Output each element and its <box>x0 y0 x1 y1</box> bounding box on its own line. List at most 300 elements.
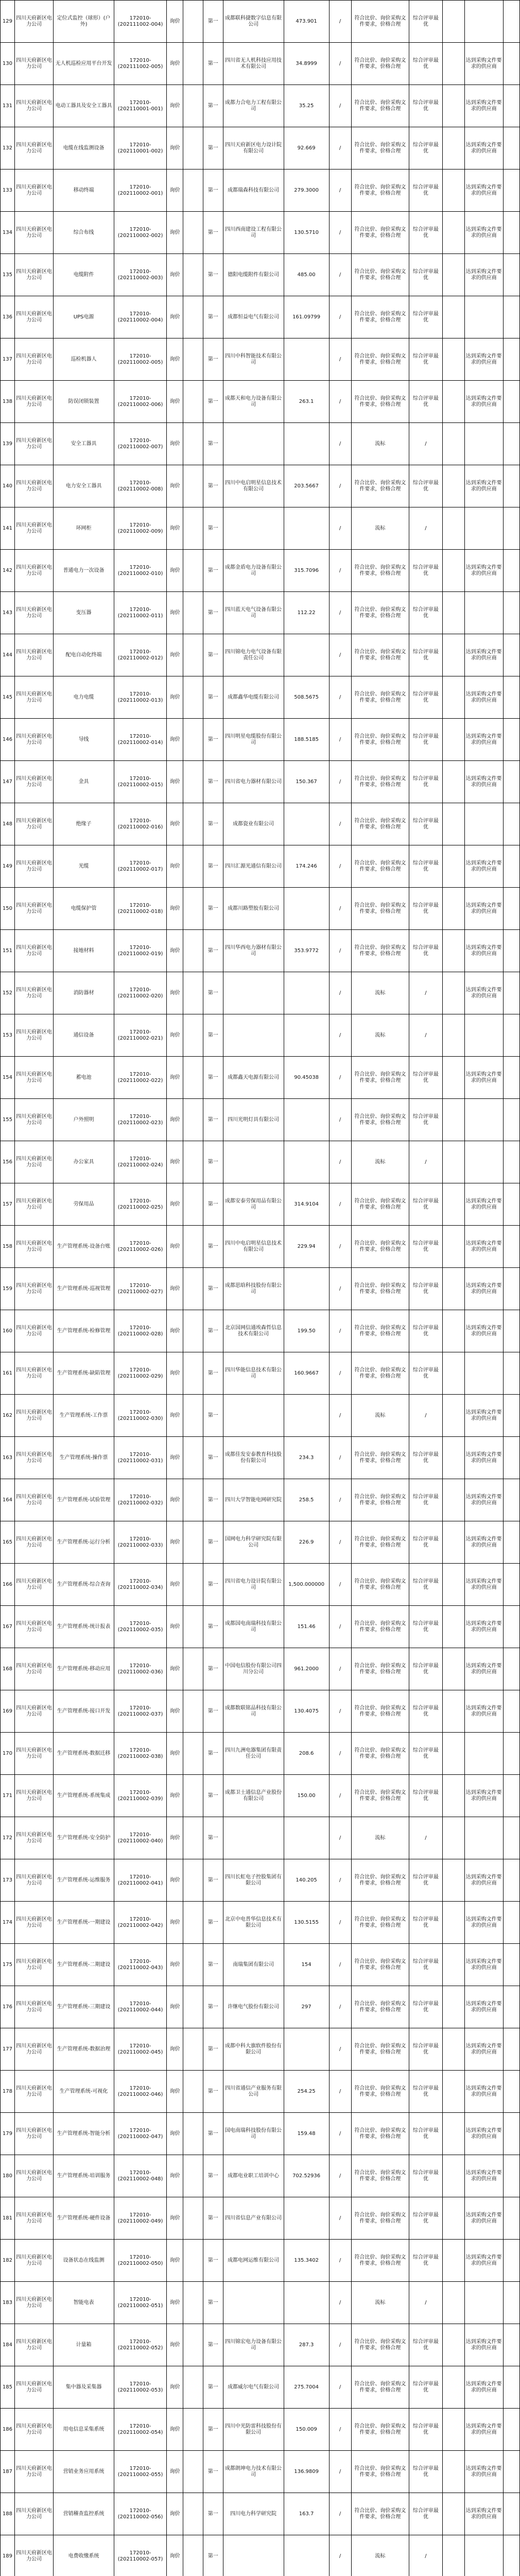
empty-cell <box>503 2535 519 2576</box>
cell-note: 达到采购文件要求的供应商 <box>464 465 503 507</box>
cell-note <box>464 1 503 43</box>
table-row <box>1 2071 520 2113</box>
empty-cell <box>442 719 464 761</box>
cell-unit: 四川天府新区电力公司 <box>14 1141 53 1183</box>
cell-method: 询价 <box>167 1310 183 1352</box>
cell-method: 询价 <box>167 2197 183 2240</box>
cell-pkg: 第一 <box>203 127 223 170</box>
cell-pkg: 第一 <box>203 1733 223 1775</box>
cell-pkg: 第一 <box>203 1352 223 1395</box>
cell-method: 询价 <box>167 2535 183 2576</box>
cell-discount: / <box>329 1310 351 1352</box>
cell-price: 130.5710 <box>284 212 329 254</box>
cell-code: 172010-(202110002-044) <box>114 1986 167 2028</box>
empty-cell <box>183 2240 203 2282</box>
cell-discount: / <box>329 2155 351 2197</box>
cell-content: 综合评审最优 <box>409 1733 442 1775</box>
cell-pkg: 第一 <box>203 719 223 761</box>
cell-note: 达到采购文件要求的供应商 <box>464 2155 503 2197</box>
cell-winner: 成都中科大旗软件股份有限公司 <box>223 2028 284 2071</box>
table-row <box>1 930 520 972</box>
empty-cell <box>442 381 464 423</box>
cell-item: 生产管理系统-数据迁移 <box>54 1733 114 1775</box>
cell-item: 营销业务应用系统 <box>54 2451 114 2493</box>
cell-no: 142 <box>1 550 15 592</box>
cell-winner: 四川省无人机科技应用技术有限公司 <box>223 43 284 85</box>
cell-code: 172010-(202111002-004) <box>114 1 167 43</box>
cell-no: 146 <box>1 719 15 761</box>
cell-basis: 符合比价、询价采购文件要求，价格合理 <box>351 592 409 634</box>
cell-basis: 符合比价、询价采购文件要求，价格合理 <box>351 634 409 676</box>
empty-cell <box>183 1183 203 1226</box>
cell-note: 达到采购文件要求的供应商 <box>464 2071 503 2113</box>
cell-pkg: 第一 <box>203 2451 223 2493</box>
cell-unit: 四川天府新区电力公司 <box>14 1648 53 1690</box>
cell-content: 综合评审最优 <box>409 2366 442 2409</box>
cell-method: 询价 <box>167 719 183 761</box>
cell-discount: / <box>329 2071 351 2113</box>
empty-cell <box>442 1352 464 1395</box>
cell-content: 综合评审最优 <box>409 1944 442 1986</box>
cell-pkg: 第一 <box>203 2113 223 2155</box>
cell-unit: 四川天府新区电力公司 <box>14 1310 53 1352</box>
cell-discount: / <box>329 676 351 719</box>
cell-unit: 四川天府新区电力公司 <box>14 1099 53 1141</box>
cell-no: 188 <box>1 2493 15 2535</box>
empty-cell <box>183 1057 203 1099</box>
cell-unit: 四川天府新区电力公司 <box>14 2451 53 2493</box>
cell-content: 综合评审最优 <box>409 254 442 296</box>
cell-basis: 符合比价、询价采购文件要求，价格合理 <box>351 465 409 507</box>
cell-pkg: 第一 <box>203 2240 223 2282</box>
cell-discount: / <box>329 1183 351 1226</box>
cell-winner: 四川锦电力电气设备有限责任公司 <box>223 634 284 676</box>
cell-pkg: 第一 <box>203 254 223 296</box>
empty-cell <box>183 1606 203 1648</box>
table-row <box>1 2366 520 2409</box>
table-row <box>1 1014 520 1057</box>
cell-winner: 成都力合电力工程有限公司 <box>223 85 284 127</box>
empty-cell <box>183 1690 203 1733</box>
cell-basis: 符合比价、询价采购文件要求，价格合理 <box>351 2493 409 2535</box>
cell-code: 172010-(202110002-022) <box>114 1057 167 1099</box>
cell-no: 183 <box>1 2282 15 2324</box>
cell-basis: 符合比价、询价采购文件要求，价格合理 <box>351 1479 409 1521</box>
empty-cell <box>503 2028 519 2071</box>
cell-item: 生产管理系统-三期建设 <box>54 1986 114 2028</box>
cell-unit: 四川天府新区电力公司 <box>14 2324 53 2366</box>
cell-no: 134 <box>1 212 15 254</box>
cell-content: 综合评审最优 <box>409 1437 442 1479</box>
empty-cell <box>442 634 464 676</box>
empty-cell <box>442 1733 464 1775</box>
cell-price: 90.45038 <box>284 1057 329 1099</box>
cell-discount: / <box>329 1014 351 1057</box>
cell-code: 172010-(202110002-008) <box>114 465 167 507</box>
empty-cell <box>183 170 203 212</box>
empty-cell <box>442 465 464 507</box>
empty-cell <box>503 2282 519 2324</box>
cell-unit: 四川天府新区电力公司 <box>14 1057 53 1099</box>
cell-discount: / <box>329 888 351 930</box>
cell-pkg: 第一 <box>203 972 223 1014</box>
empty-cell <box>503 2155 519 2197</box>
cell-price <box>284 1817 329 1859</box>
cell-method: 询价 <box>167 1141 183 1183</box>
cell-discount: / <box>329 423 351 465</box>
empty-cell <box>442 845 464 888</box>
table-row <box>1 1859 520 1902</box>
cell-discount: / <box>329 845 351 888</box>
cell-item: 计量箱 <box>54 2324 114 2366</box>
cell-unit: 四川天府新区电力公司 <box>14 972 53 1014</box>
empty-cell <box>183 2366 203 2409</box>
cell-price <box>284 2028 329 2071</box>
cell-no: 166 <box>1 1564 15 1606</box>
table-row <box>1 2155 520 2197</box>
cell-content: 综合评审最优 <box>409 1775 442 1817</box>
cell-no: 157 <box>1 1183 15 1226</box>
cell-method: 询价 <box>167 43 183 85</box>
empty-cell <box>503 761 519 803</box>
cell-note: 达到采购文件要求的供应商 <box>464 338 503 381</box>
empty-cell <box>183 761 203 803</box>
cell-basis: 符合比价、询价采购文件要求，价格合理 <box>351 1226 409 1268</box>
empty-cell <box>442 803 464 845</box>
cell-winner: 四川明星电缆股份有限公司 <box>223 719 284 761</box>
table-row <box>1 845 520 888</box>
empty-cell <box>503 1310 519 1352</box>
cell-unit: 四川天府新区电力公司 <box>14 803 53 845</box>
cell-item: 生产管理系统-操作票 <box>54 1437 114 1479</box>
cell-basis: 符合比价、询价采购文件要求，价格合理 <box>351 381 409 423</box>
table-row <box>1 1564 520 1606</box>
cell-winner: 四川中科智能技术有限公司 <box>223 338 284 381</box>
cell-unit: 四川天府新区电力公司 <box>14 2155 53 2197</box>
empty-cell <box>442 2409 464 2451</box>
cell-item: 生产管理系统-接口开发 <box>54 1690 114 1733</box>
empty-cell <box>442 1057 464 1099</box>
cell-note <box>464 2535 503 2576</box>
cell-price: 150.00 <box>284 1775 329 1817</box>
cell-price <box>284 803 329 845</box>
empty-cell <box>442 972 464 1014</box>
cell-winner: 四川华能信息技术有限公司 <box>223 1352 284 1395</box>
cell-discount: / <box>329 1479 351 1521</box>
empty-cell <box>183 381 203 423</box>
cell-winner <box>223 1141 284 1183</box>
cell-code: 172010-(202110002-028) <box>114 1310 167 1352</box>
cell-discount: / <box>329 43 351 85</box>
cell-discount: / <box>329 1606 351 1648</box>
cell-discount: / <box>329 1352 351 1395</box>
cell-note: 达到采购文件要求的供应商 <box>464 2324 503 2366</box>
cell-winner: 四川华西电力器材有限公司 <box>223 930 284 972</box>
cell-method: 询价 <box>167 1986 183 2028</box>
cell-winner: 中国电信股份有限公司四川分公司 <box>223 1648 284 1690</box>
empty-cell <box>503 423 519 465</box>
cell-pkg: 第一 <box>203 2155 223 2197</box>
cell-discount: / <box>329 2240 351 2282</box>
cell-note: 达到采购文件要求的供应商 <box>464 2409 503 2451</box>
cell-unit: 四川天府新区电力公司 <box>14 1564 53 1606</box>
cell-unit: 四川天府新区电力公司 <box>14 1606 53 1648</box>
cell-pkg: 第一 <box>203 1817 223 1859</box>
cell-content: 综合评审最优 <box>409 634 442 676</box>
cell-item: UPS电源 <box>54 296 114 338</box>
cell-item: 电力安全工器具 <box>54 465 114 507</box>
cell-code: 172010-(202110002-021) <box>114 1014 167 1057</box>
cell-content: / <box>409 1014 442 1057</box>
cell-discount: / <box>329 930 351 972</box>
empty-cell <box>503 634 519 676</box>
cell-no: 177 <box>1 2028 15 2071</box>
cell-code: 172010-(202110002-050) <box>114 2240 167 2282</box>
empty-cell <box>503 1226 519 1268</box>
cell-price: 151.46 <box>284 1606 329 1648</box>
cell-pkg: 第一 <box>203 381 223 423</box>
empty-cell <box>442 1817 464 1859</box>
cell-item: 生产管理系统-检修管理 <box>54 1310 114 1352</box>
empty-cell <box>503 1141 519 1183</box>
cell-item: 导线 <box>54 719 114 761</box>
cell-method: 询价 <box>167 676 183 719</box>
cell-basis: 符合比价、询价采购文件要求，价格合理 <box>351 719 409 761</box>
cell-note: 达到采购文件要求的供应商 <box>464 676 503 719</box>
table-row <box>1 465 520 507</box>
cell-method: 询价 <box>167 2451 183 2493</box>
cell-content: 综合评审最优 <box>409 719 442 761</box>
cell-note: 达到采购文件要求的供应商 <box>464 550 503 592</box>
cell-content: 综合评审最优 <box>409 212 442 254</box>
cell-winner: 四川大学智能电网研究院 <box>223 1479 284 1521</box>
table-row <box>1 423 520 465</box>
cell-basis: 符合比价、询价采购文件要求，价格合理 <box>351 1564 409 1606</box>
empty-cell <box>183 1859 203 1902</box>
cell-code: 172010-(202110002-047) <box>114 2113 167 2155</box>
cell-unit: 四川天府新区电力公司 <box>14 1352 53 1395</box>
empty-cell <box>442 2535 464 2576</box>
cell-unit: 四川天府新区电力公司 <box>14 1690 53 1733</box>
cell-note: 达到采购文件要求的供应商 <box>464 2493 503 2535</box>
cell-basis: 符合比价、询价采购文件要求，价格合理 <box>351 1099 409 1141</box>
cell-pkg: 第一 <box>203 212 223 254</box>
empty-cell <box>503 972 519 1014</box>
cell-method: 询价 <box>167 1521 183 1564</box>
empty-cell <box>183 1564 203 1606</box>
cell-discount: / <box>329 1733 351 1775</box>
cell-no: 165 <box>1 1521 15 1564</box>
cell-basis: 流标 <box>351 423 409 465</box>
cell-code: 172010-(202110002-042) <box>114 1902 167 1944</box>
cell-discount: / <box>329 1902 351 1944</box>
cell-winner: 四川中电启明星信息技术有限公司 <box>223 1226 284 1268</box>
cell-code: 172010-(202110002-048) <box>114 2155 167 2197</box>
table-body <box>1 1 520 2576</box>
cell-item: 电动工器具及安全工器具 <box>54 85 114 127</box>
cell-method: 询价 <box>167 930 183 972</box>
cell-content: 综合评审最优 <box>409 2451 442 2493</box>
cell-content: 综合评审最优 <box>409 1183 442 1226</box>
cell-code: 172010-(202110002-005) <box>114 338 167 381</box>
cell-item: 生产管理系统-智能分析 <box>54 2113 114 2155</box>
cell-discount: / <box>329 85 351 127</box>
cell-code: 172010-(202110002-014) <box>114 719 167 761</box>
empty-cell <box>183 338 203 381</box>
cell-winner: 国网电力科学研究院有限公司 <box>223 1521 284 1564</box>
cell-content: 综合评审最优 <box>409 1606 442 1648</box>
cell-content: 综合评审最优 <box>409 1648 442 1690</box>
cell-price: 135.3402 <box>284 2240 329 2282</box>
cell-item: 办公家具 <box>54 1141 114 1183</box>
cell-unit: 四川天府新区电力公司 <box>14 1944 53 1986</box>
cell-method: 询价 <box>167 2409 183 2451</box>
cell-winner: 四川汇源光通信有限公司 <box>223 845 284 888</box>
cell-pkg: 第一 <box>203 296 223 338</box>
cell-method: 询价 <box>167 592 183 634</box>
table-row <box>1 888 520 930</box>
cell-note: 达到采购文件要求的供应商 <box>464 1775 503 1817</box>
cell-pkg: 第一 <box>203 888 223 930</box>
table-row <box>1 803 520 845</box>
cell-note: 达到采购文件要求的供应商 <box>464 1395 503 1437</box>
cell-note: 达到采购文件要求的供应商 <box>464 930 503 972</box>
cell-code: 172010-(202110002-046) <box>114 2071 167 2113</box>
empty-cell <box>503 1521 519 1564</box>
cell-item: 定位式监控（球形）(户外) <box>54 1 114 43</box>
cell-unit: 四川天府新区电力公司 <box>14 1479 53 1521</box>
cell-content: 综合评审最优 <box>409 803 442 845</box>
cell-pkg: 第一 <box>203 930 223 972</box>
cell-item: 接地材料 <box>54 930 114 972</box>
table-row <box>1 1310 520 1352</box>
cell-discount: / <box>329 507 351 550</box>
cell-note: 达到采购文件要求的供应商 <box>464 1986 503 2028</box>
cell-code: 172010-(202110002-020) <box>114 972 167 1014</box>
cell-price: 485.00 <box>284 254 329 296</box>
empty-cell <box>183 465 203 507</box>
cell-code: 172010-(202110002-007) <box>114 423 167 465</box>
cell-unit: 四川天府新区电力公司 <box>14 85 53 127</box>
cell-discount: / <box>329 1564 351 1606</box>
cell-pkg: 第一 <box>203 170 223 212</box>
empty-cell <box>503 1057 519 1099</box>
cell-no: 169 <box>1 1690 15 1733</box>
cell-price: 154 <box>284 1944 329 1986</box>
empty-cell <box>183 1817 203 1859</box>
cell-price: 203.5667 <box>284 465 329 507</box>
cell-discount: / <box>329 803 351 845</box>
cell-note: 达到采购文件要求的供应商 <box>464 2366 503 2409</box>
cell-no: 162 <box>1 1395 15 1437</box>
cell-price: 136.9809 <box>284 2451 329 2493</box>
cell-no: 153 <box>1 1014 15 1057</box>
cell-code: 172010-(202110002-051) <box>114 2282 167 2324</box>
cell-price: 34.8999 <box>284 43 329 85</box>
cell-unit: 四川天府新区电力公司 <box>14 2282 53 2324</box>
cell-winner: 四川九洲电器集团有限责任公司 <box>223 1733 284 1775</box>
cell-winner: 四川中电启明星信息技术有限公司 <box>223 465 284 507</box>
cell-content: 综合评审最优 <box>409 465 442 507</box>
table-row <box>1 1395 520 1437</box>
cell-note <box>464 423 503 465</box>
cell-basis: 符合比价、询价采购文件要求，价格合理 <box>351 803 409 845</box>
cell-basis: 符合比价、询价采购文件要求，价格合理 <box>351 761 409 803</box>
cell-unit: 四川天府新区电力公司 <box>14 719 53 761</box>
cell-winner: 国电南瑞科技股份有限公司 <box>223 2113 284 2155</box>
cell-pkg: 第一 <box>203 1 223 43</box>
cell-unit: 四川天府新区电力公司 <box>14 1268 53 1310</box>
cell-method: 询价 <box>167 1944 183 1986</box>
cell-basis: 符合比价、询价采购文件要求，价格合理 <box>351 2028 409 2071</box>
cell-price <box>284 2535 329 2576</box>
cell-no: 149 <box>1 845 15 888</box>
cell-basis: 符合比价、询价采购文件要求，价格合理 <box>351 1057 409 1099</box>
cell-no: 167 <box>1 1606 15 1648</box>
empty-cell <box>183 423 203 465</box>
cell-basis: 符合比价、询价采购文件要求，价格合理 <box>351 338 409 381</box>
cell-content: 综合评审最优 <box>409 676 442 719</box>
cell-code: 172010-(202110002-016) <box>114 803 167 845</box>
cell-content: 综合评审最优 <box>409 2197 442 2240</box>
cell-content: 综合评审最优 <box>409 170 442 212</box>
empty-cell <box>503 719 519 761</box>
cell-item: 环网柜 <box>54 507 114 550</box>
cell-price: 92.669 <box>284 127 329 170</box>
cell-price <box>284 1395 329 1437</box>
cell-method: 询价 <box>167 1859 183 1902</box>
cell-item: 营销稽查监控系统 <box>54 2493 114 2535</box>
cell-item: 移动终端 <box>54 170 114 212</box>
cell-price <box>284 2282 329 2324</box>
cell-note <box>464 1099 503 1141</box>
cell-content: 综合评审最优 <box>409 338 442 381</box>
cell-pkg: 第一 <box>203 1268 223 1310</box>
cell-code: 172010-(202110002-010) <box>114 550 167 592</box>
cell-pkg: 第一 <box>203 592 223 634</box>
empty-cell <box>503 1817 519 1859</box>
cell-code: 172010-(202110002-034) <box>114 1564 167 1606</box>
cell-pkg: 第一 <box>203 1437 223 1479</box>
cell-unit: 四川天府新区电力公司 <box>14 1775 53 1817</box>
cell-price: 163.7 <box>284 2493 329 2535</box>
empty-cell <box>503 1479 519 1521</box>
cell-note: 达到采购文件要求的供应商 <box>464 1310 503 1352</box>
empty-cell <box>503 1944 519 1986</box>
cell-no: 132 <box>1 127 15 170</box>
table-row <box>1 296 520 338</box>
empty-cell <box>442 423 464 465</box>
empty-cell <box>503 1606 519 1648</box>
cell-note: 达到采购文件要求的供应商 <box>464 2451 503 2493</box>
empty-cell <box>442 1479 464 1521</box>
cell-unit: 四川天府新区电力公司 <box>14 2197 53 2240</box>
cell-basis: 符合比价、询价采购文件要求，价格合理 <box>351 1521 409 1564</box>
cell-item: 生产管理系统-统计报表 <box>54 1606 114 1648</box>
table-row <box>1 1437 520 1479</box>
cell-content: 综合评审最优 <box>409 2028 442 2071</box>
cell-code: 172010-(202110002-054) <box>114 2409 167 2451</box>
cell-winner: 成都瓷业有限公司 <box>223 803 284 845</box>
cell-discount: / <box>329 1817 351 1859</box>
cell-pkg: 第一 <box>203 1141 223 1183</box>
cell-method: 询价 <box>167 1817 183 1859</box>
cell-basis: 符合比价、询价采购文件要求，价格合理 <box>351 2366 409 2409</box>
empty-cell <box>442 761 464 803</box>
cell-price: 702.52936 <box>284 2155 329 2197</box>
empty-cell <box>503 465 519 507</box>
cell-method: 询价 <box>167 2155 183 2197</box>
